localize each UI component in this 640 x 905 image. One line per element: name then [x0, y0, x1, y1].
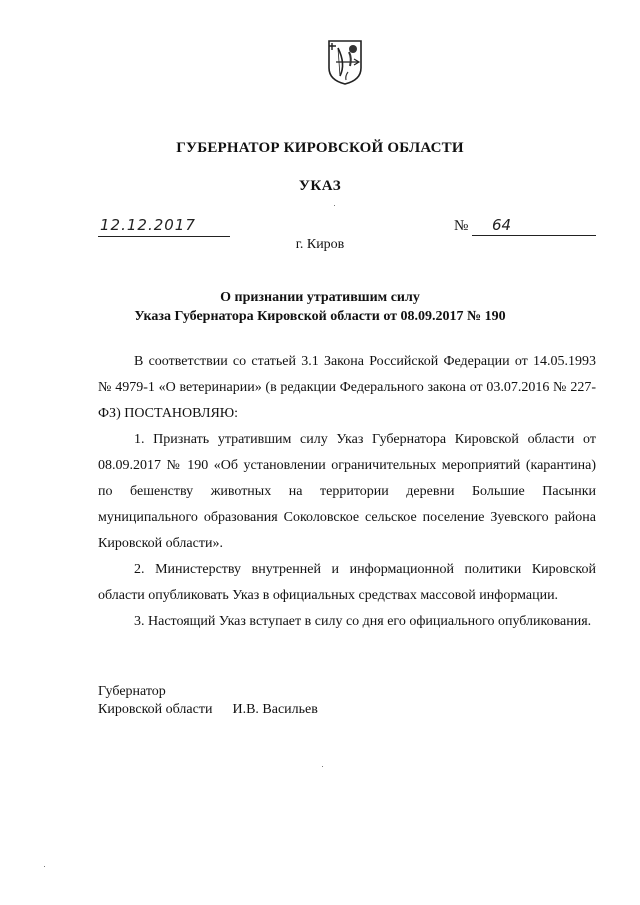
subject-line-1: О признании утратившим силу: [220, 290, 420, 305]
document-number: 64: [472, 216, 596, 236]
signature-position-line-1: Губернатор: [98, 684, 166, 699]
document-date: 12.12.2017: [98, 216, 230, 237]
document-body: [98, 349, 596, 635]
subject-line-2: Указа Губернатора Кировской области от 08.09.2017 № 190: [134, 309, 506, 324]
city: г. Киров: [295, 237, 345, 252]
document-type: УКАЗ: [298, 178, 342, 194]
signature-position-line-2: Кировской области: [98, 702, 213, 717]
body-paragraph-2: 2. Министерству внутренней и информационной политики Кировской области опубликовать Указ в официальных средствах массовой информации.: [98, 562, 596, 603]
body-paragraph-preamble: В соответствии со статьей 3.1 Закона Российской Федерации от 14.05.1993 № 4979-1 «О ветеринарии» (в редакции Федерального закона от 03.07.2016 № 227-ФЗ) ПОСТАНОВЛЯЮ:: [98, 354, 596, 421]
document-subject: [0, 288, 640, 326]
kirov-coat-of-arms-icon: [326, 38, 364, 86]
signature-name: И.В. Васильев: [232, 702, 318, 717]
signature-block: [98, 683, 318, 719]
body-paragraph-3: 3. Настоящий Указ вступает в силу со дня его официального опубликования.: [134, 614, 592, 629]
scan-speck: [322, 766, 323, 767]
scan-speck: [334, 205, 335, 206]
signature-line-2: [98, 701, 318, 719]
scan-speck: [44, 866, 45, 867]
body-paragraph-1: 1. Признать утратившим силу Указ Губернатора Кировской области от 08.09.2017 № 190 «Об установлении ограничительных мероприятий (карантина) по бешенству животных на территории деревни Большие Пасынки муниципального образования Соколовское сельское поселение Зуевского района Кировской области».: [98, 432, 596, 551]
governor-title: ГУБЕРНАТОР КИРОВСКОЙ ОБЛАСТИ: [176, 140, 464, 156]
number-label: №: [454, 218, 469, 234]
